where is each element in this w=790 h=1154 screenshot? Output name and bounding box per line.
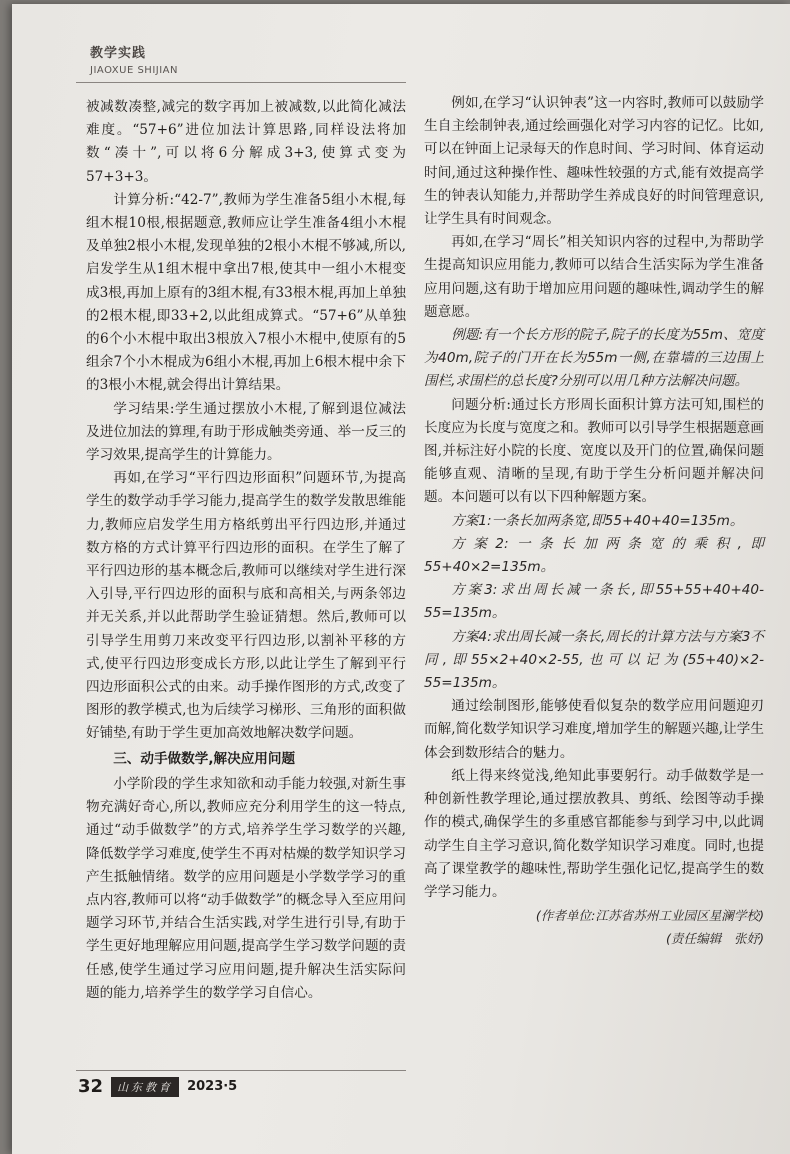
right-column (424, 92, 764, 951)
footer-rule (76, 1070, 406, 1071)
page-footer (78, 1076, 237, 1097)
column-title-pinyin: JIAOXUE SHIJIAN (90, 65, 178, 76)
column-title: 教学实践 (90, 46, 147, 61)
solution-1: 方案1:一条长加两条宽,即55+40+40=135m。 (451, 512, 744, 529)
paragraph: 小学阶段的学生求知欲和动手能力较强,对新生事物充满好奇心,所以,教师应充分利用学生的这一特点,通过“动手做数学”的方式,培养学生学习数学的兴趣,降低数学学习难度,使学生不再对枯燥的数学知识学习产生抵触情绪。数学的应用问题是小学数学学习的重点内容,教师可以将“动手做数学”的概念导入至应用问题学习环节,并结合生活实践,对学生进行引导,有助于学生更好地理解应用问题,提高学生学习数学问题的责任感,使学生通过学习应用问题,提升解决生活实际问题的能力,培养学生的数学学习自信心。 (86, 775, 406, 1001)
header-rule (76, 82, 406, 83)
paragraph: 被减数凑整,减完的数字再加上被减数,以此简化减法难度。“57+6”进位加法计算思路,同样设法将加数“凑十”,可以将6分解成3+3,使算式变为57+3+3。 (86, 99, 406, 185)
solution-2: 方案2:一条长加两条宽的乘积,即55+40×2=135m。 (424, 535, 764, 576)
solution-3: 方案3:求出周长减一条长,即55+55+40+40-55=135m。 (424, 582, 764, 622)
magazine-page (12, 4, 790, 1154)
paragraph: 再如,在学习“周长”相关知识内容的过程中,为帮助学生提高知识应用能力,教师可以结合生活实际为学生准备应用问题,这有助于增加应用问题的趣味性,调动学生的解题意愿。 (424, 234, 764, 320)
paragraph: 计算分析:“42-7”,教师为学生准备5组小木棍,每组木棍10根,根据题意,教师应让学生准备4组小木棍及单独2根小木棍,发现单独的2根小木棍不够减,所以,启发学生从1组木棍中拿出7根,使其中一组小木棍变成3根,再加上原有的3组木棍,有33根木棍,再加上单独的2根木棍,即33+2,以此组成算式。“57+6”从单独的6个小木棍中取出3根放入7根小木棍中,使原有的5组余7个小木棍成为6组小木棍,再加上6根木棍中余下的3根小木棍,就会得出计算结果。 (86, 191, 406, 394)
paragraph: 通过绘制图形,能够使看似复杂的数学应用问题迎刃而解,简化数学知识学习难度,增加学生的解题兴趣,让学生体会到数形结合的魅力。 (424, 698, 764, 761)
paragraph: 纸上得来终觉浅,绝知此事要躬行。动手做数学是一种创新性教学理论,通过摆放教具、剪纸、绘图等动手操作的模式,确保学生的多重感官都能参与到学习中,以此调动学生自主学习意识,简化数学知识学习难度。同时,也提高了课堂教学的趣味性,帮助学生强化记忆,提高学生的数学学习能力。 (424, 767, 764, 900)
solution-4: 方案4:求出周长减一条长,周长的计算方法与方案3不同,即55×2+40×2-55,也可以记为(55+40)×2-55=135m。 (424, 628, 764, 692)
left-column (86, 96, 406, 1005)
paragraph: 例如,在学习“认识钟表”这一内容时,教师可以鼓励学生自主绘制钟表,通过绘画强化对学习内容的记忆。比如,可以在钟面上记录每天的作息时间、学习时间、体育运动时间,通过这种操作性、趣味性较强的方式,能有效提高学生的钟表认知能力,并帮助学生养成良好的时间管理意识,让学生具有时间观念。 (424, 95, 764, 228)
paragraph: 再如,在学习“平行四边形面积”问题环节,为提高学生的数学动手学习能力,提高学生的数学发散思维能力,教师应启发学生用方格纸剪出平行四边形,并通过数方格的方式计算平行四边形的面积。在学生了解了平行四边形的基本概念后,教师可以继续对学生进行深入引导,平行四边形的面积与底和高相关,与两条邻边并无关系,并以此帮助学生验证猜想。然后,教师可以引导学生用剪刀来改变平行四边形,以割补平移的方式,使平行四边形变成长方形,以此让学生了解到平行四边形面积公式的由来。动手操作图形的方式,改变了图形的教学模式,也为后续学习梯形、三角形的面积做好铺垫,有助于学生更加高效地解决数学问题。 (86, 470, 406, 742)
author-affiliation: (作者单位:江苏省苏州工业园区星澜学校) (535, 908, 764, 924)
editor-credit: (责任编辑 张妤) (666, 931, 764, 947)
section-heading: 三、动手做数学,解决应用问题 (113, 750, 296, 767)
paragraph: 问题分析:通过长方形周长面积计算方法可知,围栏的长度应为长度与宽度之和。教师可以引导学生根据题意画图,并标注好小院的长度、宽度以及开门的位置,确保问题能够直观、清晰的呈现,有助于学生分析问题并解决问题。本问题可以有以下四种解题方案。 (424, 396, 764, 506)
issue-number: 2023·5 (187, 1079, 238, 1094)
running-header (90, 42, 178, 76)
journal-logo: 山东教育 (111, 1077, 179, 1097)
paragraph: 学习结果:学生通过摆放小木棍,了解到退位减法及进位加法的算理,有助于形成触类旁通、举一反三的学习效果,提高学生的计算能力。 (86, 400, 406, 464)
example-problem: 例题:有一个长方形的院子,院子的长度为55m、宽度为40m,院子的门开在长为55m一侧,在靠墙的三边围上围栏,求围栏的总长度?分别可以用几种方法解决问题。 (424, 327, 764, 390)
page-number: 32 (78, 1076, 104, 1097)
